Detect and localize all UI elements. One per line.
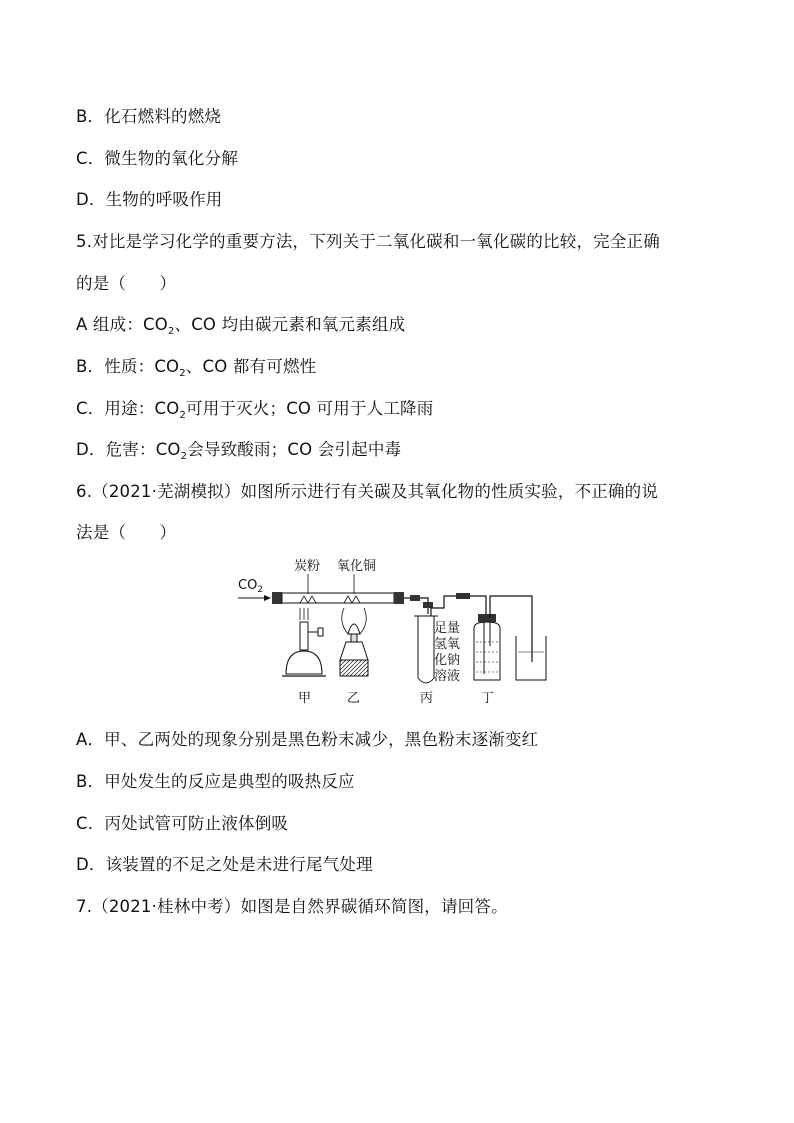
q4-option-b: B．化石燃料的燃烧 [76,107,222,126]
q7-stem: 7.（2021·桂林中考）如图是自然界碳循环简图，请回答。 [76,897,508,916]
arrow-head [264,595,271,601]
reaction-tube [272,592,420,604]
label-carbon: 炭粉 [294,559,321,574]
q5-option-b-suffix: 、CO 都有可燃性 [185,357,317,376]
q5-option-c-sub: 2 [179,410,186,421]
label-jia: 甲 [298,691,312,706]
q5-option-a [76,314,405,339]
q5-option-a-sub: 2 [167,326,175,337]
label-cuo: 氧化铜 [337,559,377,574]
q5-option-d-suffix: 会导致酸雨；CO 会引起中毒 [187,440,402,459]
q5-option-a-prefix: A 组成：CO [76,315,168,334]
q4-option-d: D．生物的呼吸作用 [76,190,223,209]
svg-text:氢氧: 氢氧 [434,637,461,652]
q5-option-b-prefix: B．性质：CO [76,357,180,376]
label-yi: 乙 [347,691,361,706]
q6-stem-line1: 6.（2021·芜湖模拟）如图所示进行有关碳及其氧化物的性质实验，不正确的说 [76,482,659,501]
q5-option-c-suffix: 可用于灭火；CO 可用于人工降雨 [186,399,434,418]
q5-option-d-sub: 2 [180,451,188,462]
burner-jia [282,608,326,676]
bottle-ding [470,596,532,680]
q5-option-b-sub: 2 [179,368,186,379]
apparatus-figure [234,556,564,714]
q4-option-c: C．微生物的氧化分解 [76,149,239,168]
q5-stem-line1: 5.对比是学习化学的重要方法，下列关于二氧化碳和一氧化碳的比较，完全正确 [76,232,660,251]
q5-option-a-suffix: 、CO 均由碳元素和氧元素组成 [174,315,406,334]
svg-text:溶液: 溶液 [434,669,461,684]
q5-option-b [76,356,316,381]
q5-option-c-prefix: C．用途：CO [76,399,180,418]
label-ding: 丁 [481,691,495,706]
svg-text:化钠: 化钠 [434,653,461,668]
q5-option-d-prefix: D．危害：CO [76,440,181,459]
q6-stem-line2: 法是（ ） [76,523,177,542]
svg-text:足量: 足量 [434,621,461,636]
q5-stem-line2: 的是（ ） [76,274,177,293]
naoh-label [434,621,460,684]
q5-option-d [76,439,401,464]
co2-label: $CO_2$ [238,578,264,595]
q6-option-b: B．甲处发生的反应是典型的吸热反应 [76,772,355,791]
q6-option-c: C．丙处试管可防止液体倒吸 [76,814,289,833]
cuo-powder [344,596,360,603]
lamp-yi [340,608,368,676]
q6-option-a: A．甲、乙两处的现象分别是黑色粉末减少，黑色粉末逐渐变红 [76,730,539,749]
label-bing: 丙 [420,691,434,706]
beaker [516,636,546,680]
q5-option-c [76,398,433,423]
carbon-powder [300,596,316,603]
apparatus-diagram [234,556,564,714]
q6-option-d: D．该装置的不足之处是未进行尾气处理 [76,855,373,874]
